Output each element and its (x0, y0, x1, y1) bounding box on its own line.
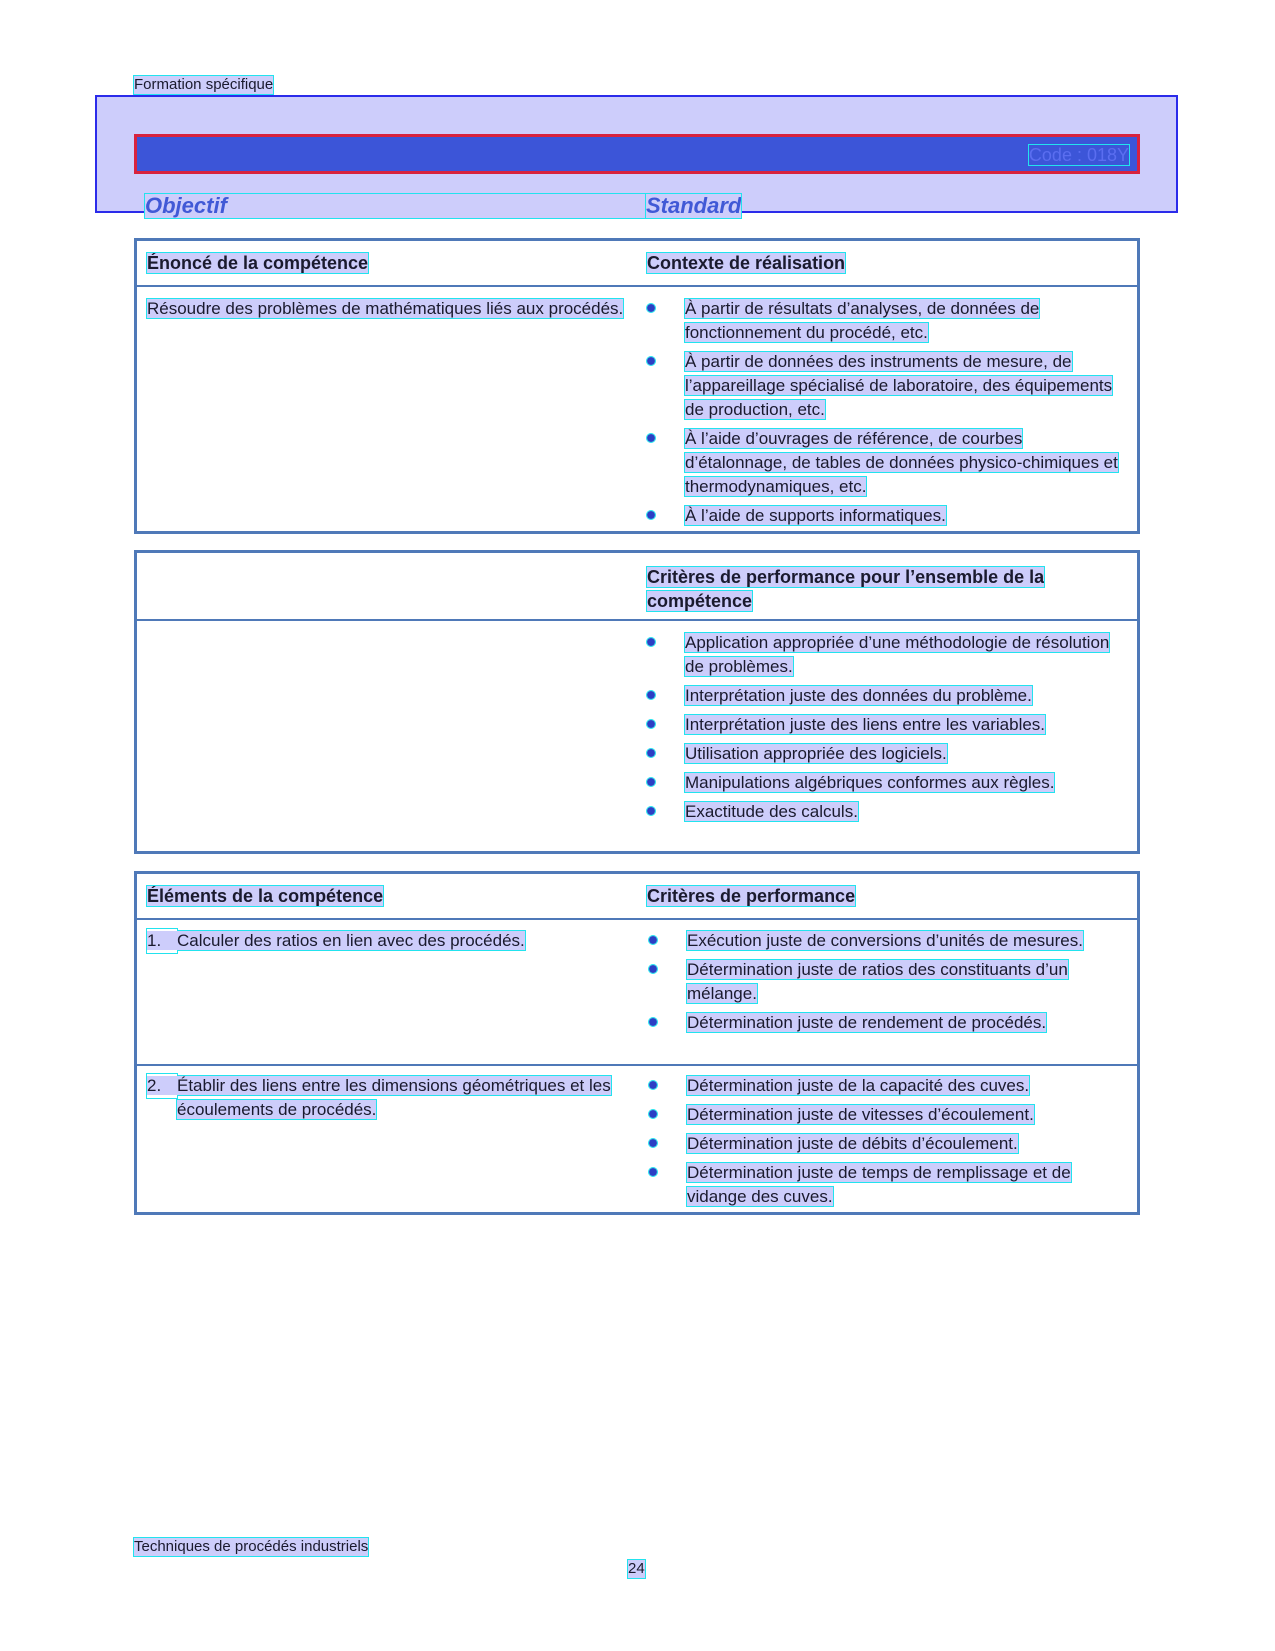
elements-header: Éléments de la compétence (147, 886, 384, 906)
bullet-icon (647, 807, 655, 815)
critere-item-text: Exécution juste de conversions d’unités de mesures. (687, 931, 1083, 950)
criteres-header: Critères de performance (647, 886, 856, 906)
contexte-item (647, 504, 1127, 528)
bullet-icon (649, 1081, 657, 1089)
bullet-icon (647, 691, 655, 699)
bullet-icon (649, 936, 657, 944)
contexte-item (647, 427, 1127, 499)
critere-item-text: Détermination juste de ratios des constituants d’un mélange. (687, 960, 1068, 1003)
contexte-item (647, 297, 1127, 345)
critere-item (649, 1103, 1129, 1127)
bullet-icon (649, 1139, 657, 1147)
contexte-item-text: À l’aide de supports informatiques. (685, 506, 946, 525)
critere-item (649, 1074, 1129, 1098)
enonce-text: Résoudre des problèmes de mathématiques liés aux procédés. (147, 299, 624, 318)
contexte-item (647, 350, 1127, 422)
running-footer: Techniques de procédés industriels (134, 1538, 369, 1555)
contexte-item-text: À l’aide d’ouvrages de référence, de courbes d’étalonnage, de tables de données physico-chimiques et thermodynamiques, etc. (685, 429, 1118, 496)
critere-ensemble-item (647, 713, 1127, 737)
critere-ensemble-item-text: Exactitude des calculs. (685, 802, 858, 821)
critere-ensemble-item (647, 800, 1127, 824)
bullet-icon (649, 965, 657, 973)
critere-ensemble-item-text: Application appropriée d’une méthodologie de résolution de problèmes. (685, 633, 1110, 676)
bullet-icon (647, 511, 655, 519)
elements-panel-header (137, 874, 1137, 920)
competence-code: Code : 018Y (1028, 145, 1129, 165)
page-number: 24 (628, 1560, 645, 1577)
contexte-item-text: À partir de résultats d’analyses, de données de fonctionnement du procédé, etc. (685, 299, 1040, 342)
critere-item (649, 1132, 1129, 1156)
element-row-2 (137, 1064, 1137, 1214)
criteres-ensemble-header: Critères de performance pour l’ensemble de la compétence (647, 567, 1045, 611)
elements-panel (134, 871, 1140, 1215)
criteres-ensemble-header-row (137, 553, 1137, 621)
bullet-icon (649, 1168, 657, 1176)
code-bar (134, 134, 1140, 174)
contexte-item-text: À partir de données des instruments de mesure, de l’appareillage spécialisé de laboratoire, des équipements de production, etc. (685, 352, 1113, 419)
critere-ensemble-item (647, 771, 1127, 795)
critere-ensemble-item-text: Utilisation appropriée des logiciels. (685, 744, 947, 763)
bullet-icon (647, 638, 655, 646)
critere-item (649, 1161, 1129, 1209)
competence-panel (134, 238, 1140, 534)
bullet-icon (647, 749, 655, 757)
criteres-ensemble-panel (134, 550, 1140, 854)
contexte-list (647, 297, 1127, 528)
element-2-text: 2. Établir des liens entre les dimensions géométriques et les écoulements de procédés. (147, 1076, 611, 1119)
enonce-header: Énoncé de la compétence (147, 253, 369, 273)
bullet-icon (649, 1018, 657, 1026)
standard-label: Standard (646, 193, 742, 218)
critere-ensemble-item-text: Manipulations algébriques conformes aux règles. (685, 773, 1055, 792)
critere-item (649, 958, 1129, 1006)
critere-item-text: Détermination juste de rendement de procédés. (687, 1013, 1047, 1032)
critere-ensemble-item (647, 742, 1127, 766)
element-1-criteres-list (649, 929, 1129, 1035)
critere-item (649, 1011, 1129, 1035)
critere-ensemble-item-text: Interprétation juste des liens entre les variables. (685, 715, 1046, 734)
element-1-text: 1. Calculer des ratios en lien avec des procédés. (147, 931, 525, 950)
critere-item-text: Détermination juste de temps de remplissage et de vidange des cuves. (687, 1163, 1071, 1206)
critere-item-text: Détermination juste de vitesses d’écoulement. (687, 1105, 1034, 1124)
bullet-icon (647, 434, 655, 442)
criteres-ensemble-list (647, 631, 1127, 824)
critere-ensemble-item (647, 631, 1127, 679)
critere-item-text: Détermination juste de la capacité des cuves. (687, 1076, 1030, 1095)
bullet-icon (647, 357, 655, 365)
critere-ensemble-item (647, 684, 1127, 708)
bullet-icon (647, 720, 655, 728)
critere-ensemble-item-text: Interprétation juste des données du problème. (685, 686, 1032, 705)
element-row-1 (137, 920, 1137, 1064)
running-header: Formation spécifique (134, 76, 274, 93)
critere-item (649, 929, 1129, 953)
bullet-icon (647, 778, 655, 786)
contexte-header: Contexte de réalisation (647, 253, 846, 273)
bullet-icon (649, 1110, 657, 1118)
critere-item-text: Détermination juste de débits d’écoulement. (687, 1134, 1018, 1153)
element-2-criteres-list (649, 1074, 1129, 1209)
competence-panel-header (137, 241, 1137, 287)
bullet-icon (647, 304, 655, 312)
objectif-label: Objectif (145, 194, 645, 218)
